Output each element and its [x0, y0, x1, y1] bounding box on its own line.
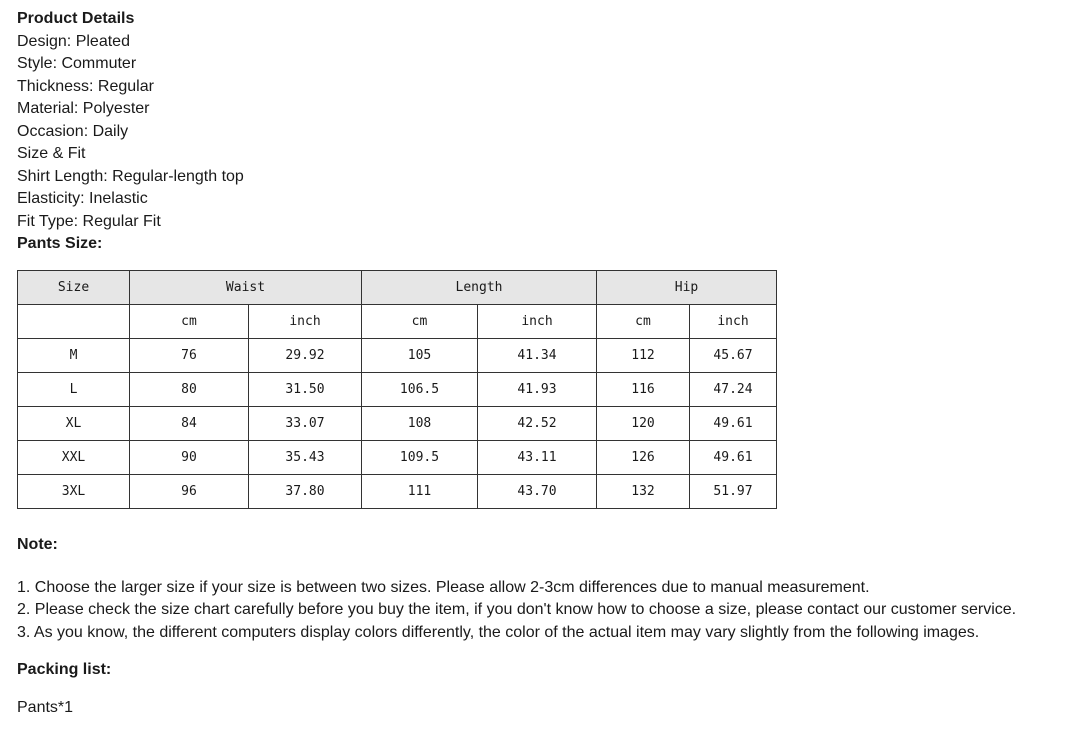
- detail-line: Occasion: Daily: [17, 122, 129, 140]
- table-cell: 51.97: [690, 474, 777, 508]
- unit-cell: inch: [690, 304, 777, 338]
- table-row: [18, 406, 777, 440]
- unit-cell: inch: [478, 304, 597, 338]
- header-size: Size: [18, 270, 130, 304]
- header-length: Length: [362, 270, 597, 304]
- table-cell: 45.67: [690, 338, 777, 372]
- detail-line: Elasticity: Inelastic: [17, 190, 148, 207]
- table-cell: 42.52: [478, 406, 597, 440]
- note-line: 3. As you know, the different computers display colors differently, the color of the actual item may vary slightly from the following images.: [17, 623, 980, 641]
- table-cell: 106.5: [362, 372, 478, 406]
- table-units-row: [18, 304, 777, 338]
- table-cell: 43.11: [478, 440, 597, 474]
- note-line: 1. Choose the larger size if your size is between two sizes. Please allow 2-3cm differences due to manual measurement.: [17, 578, 870, 596]
- table-header-row: [18, 270, 777, 304]
- packing-list-title: Packing list:: [17, 661, 112, 678]
- table-cell: M: [18, 338, 130, 372]
- unit-cell: cm: [362, 304, 478, 338]
- table-cell: 49.61: [690, 406, 777, 440]
- note-line: 2. Please check the size chart carefully before you buy the item, if you don't know how to choose a size, please contact our customer service.: [17, 601, 1017, 618]
- table-cell: 96: [130, 474, 249, 508]
- packing-list-item: Pants*1: [17, 699, 74, 716]
- table-cell: 43.70: [478, 474, 597, 508]
- table-cell: XL: [18, 406, 130, 440]
- detail-line: Fit Type: Regular Fit: [17, 212, 161, 230]
- note-title: Note:: [17, 535, 58, 553]
- unit-cell: cm: [597, 304, 690, 338]
- table-cell: 120: [597, 406, 690, 440]
- detail-line: Size & Fit: [17, 145, 86, 162]
- table-cell: 29.92: [249, 338, 362, 372]
- detail-line: Material: Polyester: [17, 100, 150, 117]
- product-details-list: [17, 31, 1085, 234]
- table-cell: [18, 304, 130, 338]
- table-row: [18, 338, 777, 372]
- table-row: [18, 440, 777, 474]
- unit-cell: cm: [130, 304, 249, 338]
- table-cell: 109.5: [362, 440, 478, 474]
- table-cell: 84: [130, 406, 249, 440]
- detail-line: Thickness: Regular: [17, 77, 154, 95]
- table-cell: 35.43: [249, 440, 362, 474]
- table-cell: 116: [597, 372, 690, 406]
- table-cell: 47.24: [690, 372, 777, 406]
- product-details-title: Product Details: [17, 10, 135, 27]
- header-waist: Waist: [130, 270, 362, 304]
- table-cell: 41.34: [478, 338, 597, 372]
- table-cell: 90: [130, 440, 249, 474]
- table-cell: 132: [597, 474, 690, 508]
- table-cell: L: [18, 372, 130, 406]
- size-chart-table: [17, 270, 777, 509]
- table-cell: 80: [130, 372, 249, 406]
- table-cell: 3XL: [18, 474, 130, 508]
- table-cell: 112: [597, 338, 690, 372]
- table-cell: 108: [362, 406, 478, 440]
- table-cell: 105: [362, 338, 478, 372]
- table-cell: 41.93: [478, 372, 597, 406]
- pants-size-label: Pants Size:: [17, 235, 103, 252]
- detail-line: Style: Commuter: [17, 55, 137, 72]
- table-cell: 76: [130, 338, 249, 372]
- table-cell: 33.07: [249, 406, 362, 440]
- detail-line: Design: Pleated: [17, 32, 130, 50]
- table-cell: 37.80: [249, 474, 362, 508]
- header-hip: Hip: [597, 270, 777, 304]
- detail-line: Shirt Length: Regular-length top: [17, 167, 244, 185]
- table-cell: 111: [362, 474, 478, 508]
- unit-cell: inch: [249, 304, 362, 338]
- table-cell: XXL: [18, 440, 130, 474]
- table-cell: 126: [597, 440, 690, 474]
- note-list: [17, 577, 1085, 645]
- table-row: [18, 372, 777, 406]
- table-row: [18, 474, 777, 508]
- table-cell: 49.61: [690, 440, 777, 474]
- table-cell: 31.50: [249, 372, 362, 406]
